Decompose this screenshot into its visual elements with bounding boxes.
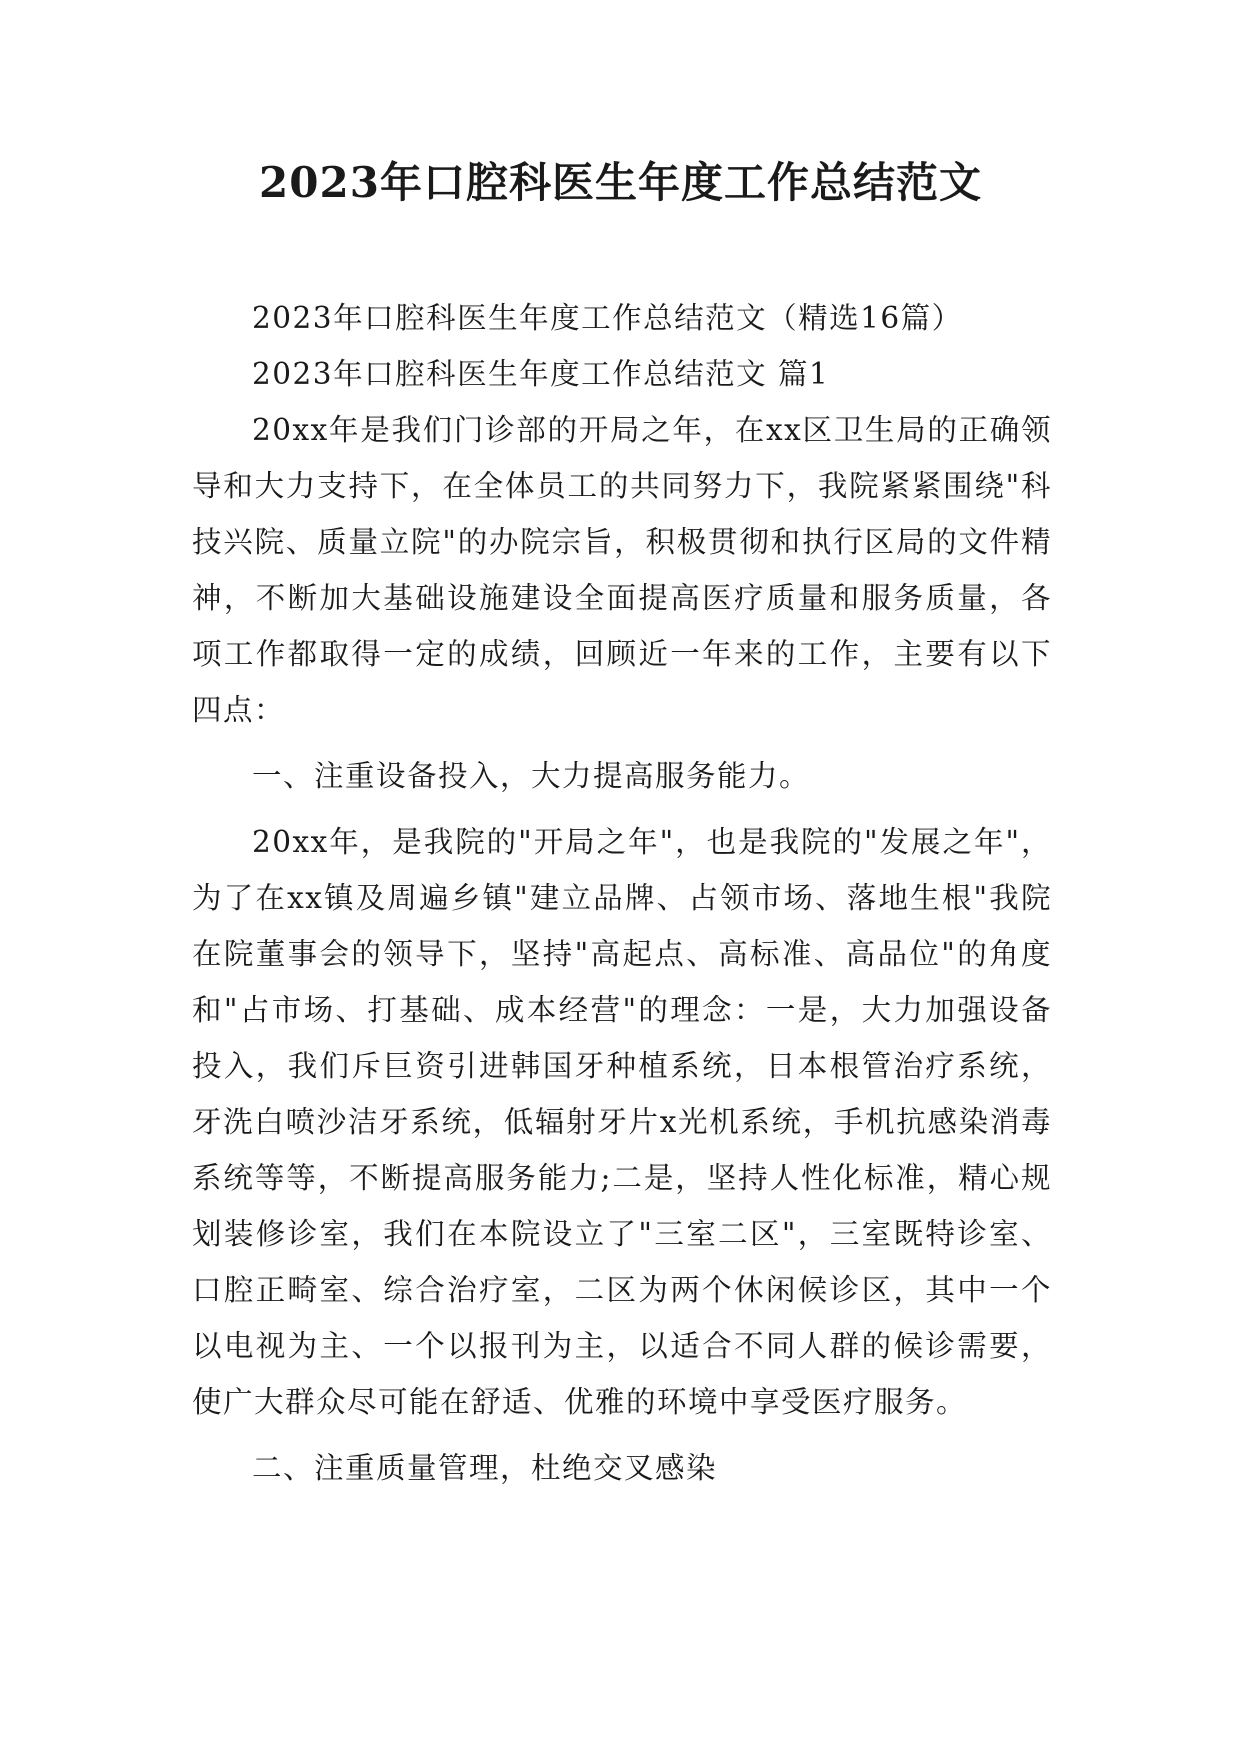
- paragraph-section-heading: 2023年口腔科医生年度工作总结范文 篇1: [252, 357, 830, 391]
- paragraph-subtitle: 2023年口腔科医生年度工作总结范文（精选16篇）: [252, 301, 963, 335]
- paragraph-point-one-body: 20xx年，是我院的"开局之年"，也是我院的"发展之年"，为了在xx镇及周遍乡镇"建立品牌、占领市场、落地生根"我院在院董事会的领导下，坚持"高起点、高标准、高品位"的角度和"占市场、打基础、成本经营"的理念：一是，大力加强设备投入，我们斥巨资引进韩国牙种植系统，日本根管治疗系统，牙洗白喷沙洁牙系统，低辐射牙片x光机系统，手机抗感染消毒系统等等，不断提高服务能力;二是，坚持人性化标准，精心规划装修诊室，我们在本院设立了"三室二区"，三室既特诊室、口腔正畸室、综合治疗室，二区为两个休闲候诊区，其中一个以电视为主、一个以报刊为主，以适合不同人群的候诊需要，使广大群众尽可能在舒适、优雅的环境中享受医疗服务。: [192, 825, 1052, 1419]
- paragraph-point-one-heading: 一、注重设备投入，大力提高服务能力。: [252, 759, 811, 793]
- paragraph-point-two-heading: 二、注重质量管理，杜绝交叉感染: [252, 1451, 718, 1485]
- document-body: [192, 290, 1052, 1496]
- document-title: 2023年口腔科医生年度工作总结范文: [259, 158, 982, 207]
- paragraph-intro: 20xx年是我们门诊部的开局之年，在xx区卫生局的正确领导和大力支持下，在全体员工的共同努力下，我院紧紧围绕"科技兴院、质量立院"的办院宗旨，积极贯彻和执行区局的文件精神，不断加大基础设施建设全面提高医疗质量和服务质量，各项工作都取得一定的成绩，回顾近一年来的工作，主要有以下四点：: [192, 413, 1052, 727]
